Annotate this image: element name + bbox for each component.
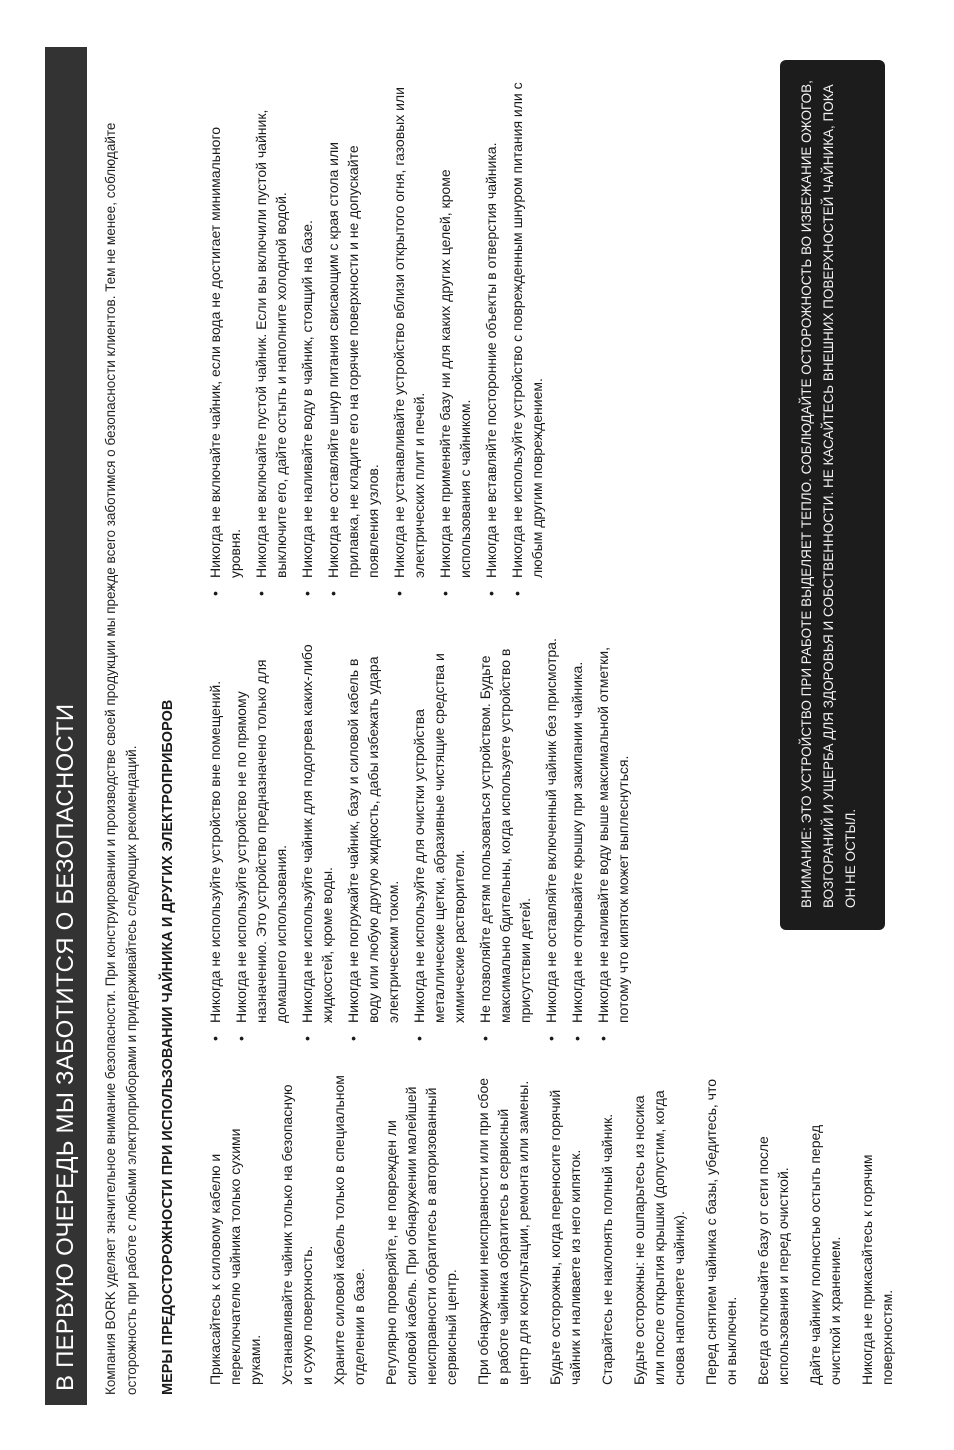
precautions-column-1	[205, 1075, 909, 1385]
bullet-item: • Никогда не используйте устройство не по прямому назначению. Это устройство предназначено только для домашнего использования.	[231, 625, 291, 1045]
bullet-item: • Никогда не используйте устройство с поврежденным шнуром питания или с любым другим повреждением.	[507, 80, 547, 600]
precautions-column-3	[205, 80, 553, 600]
bullet-item: • Никогда не применяйте базу ни для каких других целей, кроме использования с чайником.	[435, 80, 475, 600]
page-title: В ПЕРВУЮ ОЧЕРЕДЬ МЫ ЗАБОТИТСЯ О БЕЗОПАСНОСТИ	[45, 47, 87, 1405]
bullet-item: • Никогда не используйте для очистки устройства металлические щетки, абразивные чистящие средства и химические растворители.	[409, 625, 469, 1045]
bullet-item: • Никогда не оставляйте включенный чайник без присмотра.	[541, 625, 561, 1045]
precaution-item: Будьте осторожны, когда переносите горячий чайник и наливаете из него кипяток.	[547, 1089, 583, 1385]
intro-paragraph: Компания BORK уделяет значительное внимание безопасности. При конструировании и производстве своей продукции мы прежде всего заботимся о безопасности клиентов. Тем не менее, соблюдайте осторожность при работе с любыми электроприборами и придерживайтесь следующих рекомендаций.	[103, 122, 139, 1395]
bullet-item: • Не позволяйте детям пользоваться устройством. Будьте максимально бдительны, когда используете устройство в присутствии детей.	[475, 625, 535, 1045]
warning-box: ВНИМАНИЕ: ЭТО УСТРОЙСТВО ПРИ РАБОТЕ ВЫДЕЛЯЕТ ТЕПЛО. СОБЛЮДАЙТЕ ОСТОРОЖНОСТЬ ВО ИЗБЕЖАНИЕ ОЖОГОВ, ВОЗГОРАНИЙ И УЩЕРБА ДЛЯ ЗДОРОВЬЯ И СОБСТВЕННОСТИ. НЕ КАСАЙТЕСЬ ВНЕШНИХ ПОВЕРХНОСТЕЙ ЧАЙНИКА, ПОКА ОН НЕ ОСТЫЛ.	[780, 60, 885, 930]
precaution-item: Никогда не прикасайтесь к горячим поверхностям.	[859, 1154, 895, 1385]
precaution-item: При обнаружении неисправности или при сбое в работе чайника обратитесь в сервисный центр для консультации, ремонта или замены.	[475, 1077, 531, 1385]
precautions-column-2	[205, 625, 639, 1045]
bullet-item: • Никогда не используйте чайник для подогрева каких-либо жидкостей, кроме воды.	[297, 625, 337, 1045]
precaution-item: Регулярно проверяйте, не поврежден ли силовой кабель. При обнаружении малейшей неисправности обратитесь в авторизованный сервисный центр.	[383, 1086, 459, 1385]
bullet-item: • Никогда не включайте пустой чайник. Если вы включили пустой чайник, выключите его, дайте остыть и наполните холодной водой.	[251, 80, 291, 600]
bullet-item: • Никогда не устанавливайте устройство вблизи открытого огня, газовых или электрических плит и печей.	[389, 80, 429, 600]
bullet-item: • Никогда не открывайте крышку при закипании чайника.	[567, 625, 587, 1045]
precaution-item: Устанавливайте чайник только на безопасную и сухую поверхность.	[279, 1084, 315, 1385]
precaution-item: Перед снятием чайника с базы, убедитесь, что он выключен.	[703, 1079, 739, 1385]
bullet-item: • Никогда не включайте чайник, если вода не достигает минимального уровня.	[205, 80, 245, 600]
precaution-item: Прикасайтесь к силовому кабелю и переключателю чайника только сухими руками.	[207, 1128, 263, 1385]
precaution-item: Храните силовой кабель только в специальном отделении в базе.	[331, 1075, 367, 1385]
bullet-item: • Никогда не наливайте воду выше максимальной отметки, потому что кипяток может выплеснуться.	[593, 625, 633, 1045]
precaution-item: Будьте осторожны: не ошпарьтесь из носика или после открытия крышки (допустим, когда снова наполняете чайник).	[631, 1090, 687, 1385]
bullet-item: • Никогда не наливайте воду в чайник, стоящий на базе.	[297, 80, 317, 600]
bullet-item: • Никогда не погружайте чайник, базу и силовой кабель в воду или любую другую жидкость, дабы избежать удара электрическим током.	[343, 625, 403, 1045]
precaution-item: Старайтесь не наклонять полный чайник.	[599, 1113, 615, 1385]
precaution-item: Дайте чайнику полностью остыть перед очисткой и хранением.	[807, 1124, 843, 1385]
precaution-item: Всегда отключайте базу от сети после использования и перед очисткой.	[755, 1136, 791, 1385]
bullet-item: • Никогда не вставляйте посторонние объекты в отверстия чайника.	[481, 80, 501, 600]
section-heading: МЕРЫ ПРЕДОСТОРОЖНОСТИ ПРИ ИСПОЛЬЗОВАНИИ ЧАЙНИКА И ДРУГИХ ЭЛЕКТРОПРИБОРОВ	[160, 699, 176, 1395]
bullet-item: • Никогда не используйте устройство вне помещений.	[205, 625, 225, 1045]
bullet-item: • Никогда не оставляйте шнур питания свисающим с края стола или прилавка, не кладите его на горячие поверхности и не допускайте появления узлов.	[323, 80, 383, 600]
